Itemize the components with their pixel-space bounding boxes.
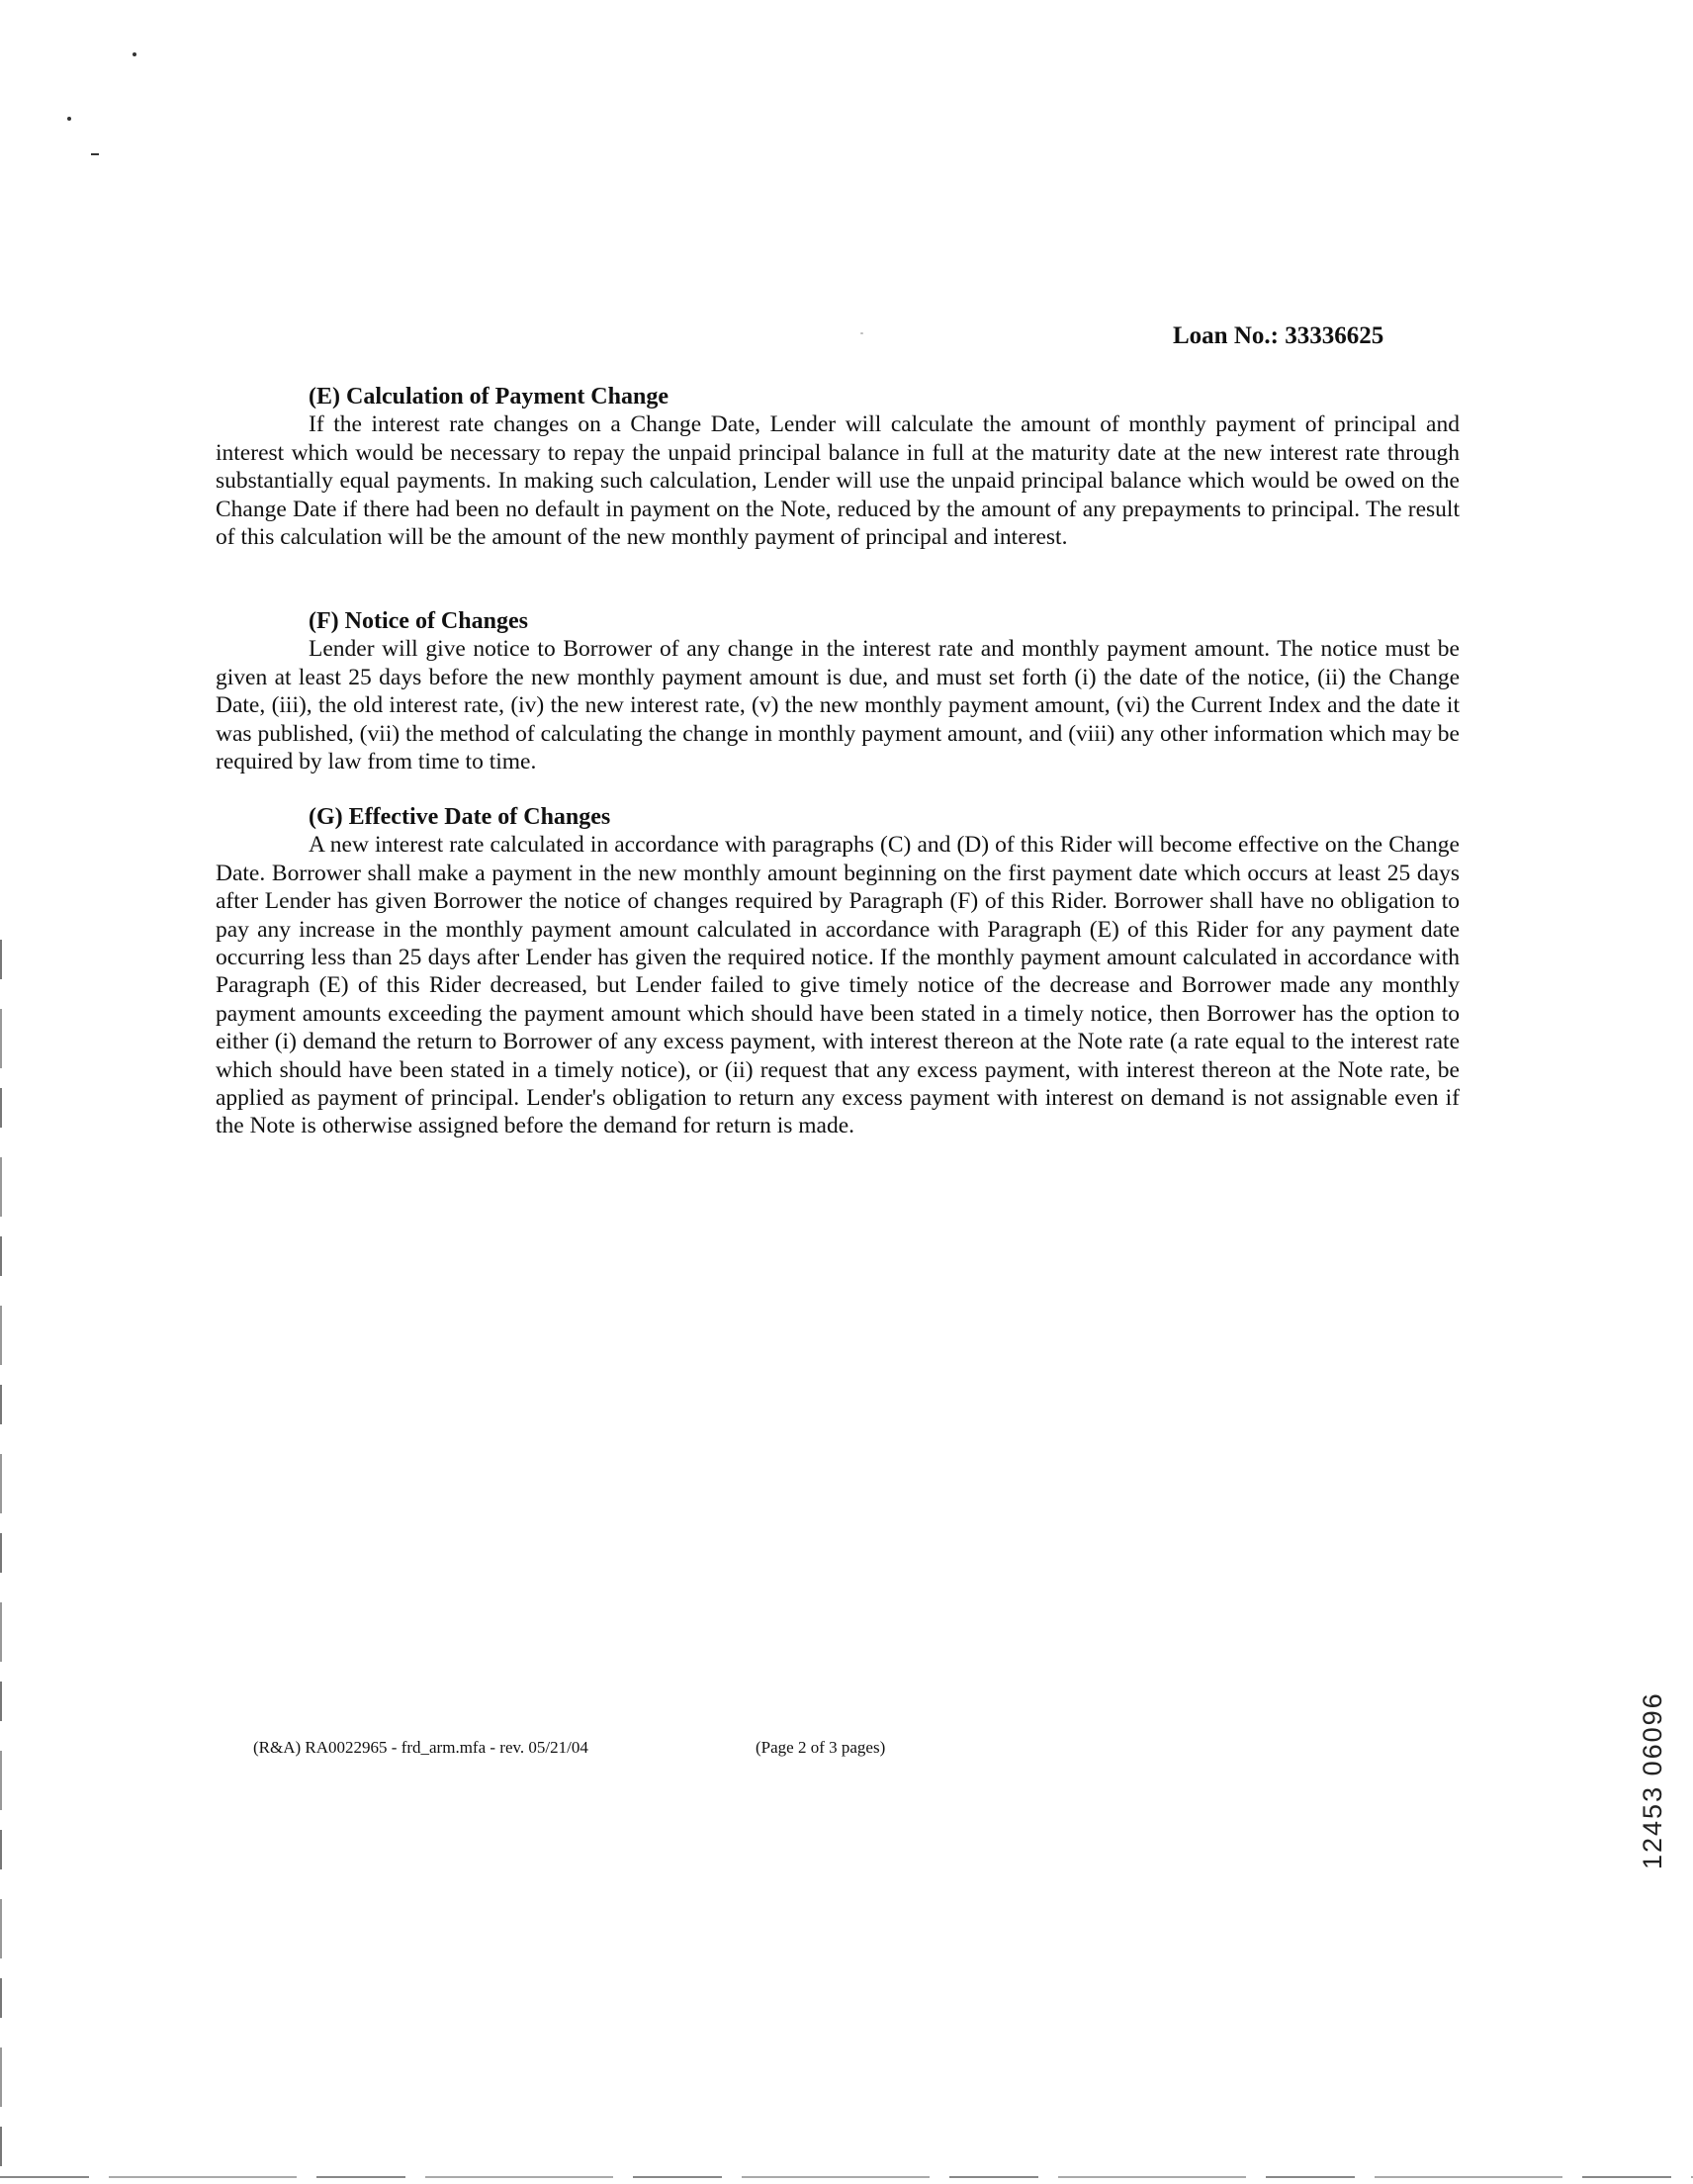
loan-number-header xyxy=(1173,322,1383,350)
section-e xyxy=(216,383,1460,551)
section-paragraph: If the interest rate changes on a Change Date, Lender will calculate the amount of monthly payment of principal and interest which would be necessary to repay the unpaid principal balance in full at the maturity date at the new interest rate through substantially equal payments. In making such calculation, Lender will use the unpaid principal balance which would be owed on the Change Date if there had been no default in payment on the Note, reduced by the amount of any prepayments to principal. The result of this calculation will be the amount of the new monthly payment of principal and interest. xyxy=(216,411,1460,551)
side-recording-stamp: 12453 06096 xyxy=(1638,1691,1667,1869)
scan-edge-bottom xyxy=(0,2176,1693,2178)
section-heading: (E) Calculation of Payment Change xyxy=(309,384,668,410)
section-heading: (G) Effective Date of Changes xyxy=(309,804,611,830)
section-g xyxy=(216,803,1460,1140)
section-heading: (F) Notice of Changes xyxy=(309,608,528,634)
scan-speck xyxy=(91,153,99,155)
footer-form-id: (R&A) RA0022965 - frd_arm.mfa - rev. 05/21/04 xyxy=(253,1738,588,1757)
section-f xyxy=(216,607,1460,775)
scan-edge-left xyxy=(0,940,2,2176)
scan-speck xyxy=(133,52,136,56)
scan-speck xyxy=(860,332,863,334)
scan-speck xyxy=(67,117,71,121)
section-paragraph: A new interest rate calculated in accordance with paragraphs (C) and (D) of this Rider will become effective on the Change Date. Borrower shall make a payment in the new monthly amount beginning on the first payment date which occurs at least 25 days after Lender has given Borrower the notice of changes required by Paragraph (F) of this Rider. Borrower shall have no obligation to pay any increase in the monthly payment amount calculated in accordance with Paragraph (E) of this Rider for any payment date occurring less than 25 days after Lender has given the required notice. If the monthly payment amount calculated in accordance with Paragraph (E) of this Rider decreased, but Lender failed to give timely notice of the decrease and Borrower made any monthly payment amounts exceeding the payment amount which should have been stated in a timely notice, then Borrower has the option to either (i) demand the return to Borrower of any excess payment, with interest thereon at the Note rate (a rate equal to the interest rate which should have been stated in a timely notice), or (ii) request that any excess payment, with interest thereon at the Note rate, be applied as payment of principal. Lender's obligation to return any excess payment with interest on demand is not assignable even if the Note is otherwise assigned before the demand for return is made. xyxy=(216,832,1460,1139)
footer-page-indicator: (Page 2 of 3 pages) xyxy=(756,1738,886,1757)
loan-number-value: 33336625 xyxy=(1285,322,1384,349)
loan-number-label: Loan No.: xyxy=(1173,322,1279,349)
section-paragraph: Lender will give notice to Borrower of any change in the interest rate and monthly payment amount. The notice must be given at least 25 days before the new monthly payment amount is due, and must set forth (i) the date of the notice, (ii) the Change Date, (iii), the old interest rate, (iv) the new interest rate, (v) the new monthly payment amount, (vi) the Current Index and the date it was published, (vii) the method of calculating the change in monthly payment amount, and (viii) any other information which may be required by law from time to time. xyxy=(216,636,1460,775)
